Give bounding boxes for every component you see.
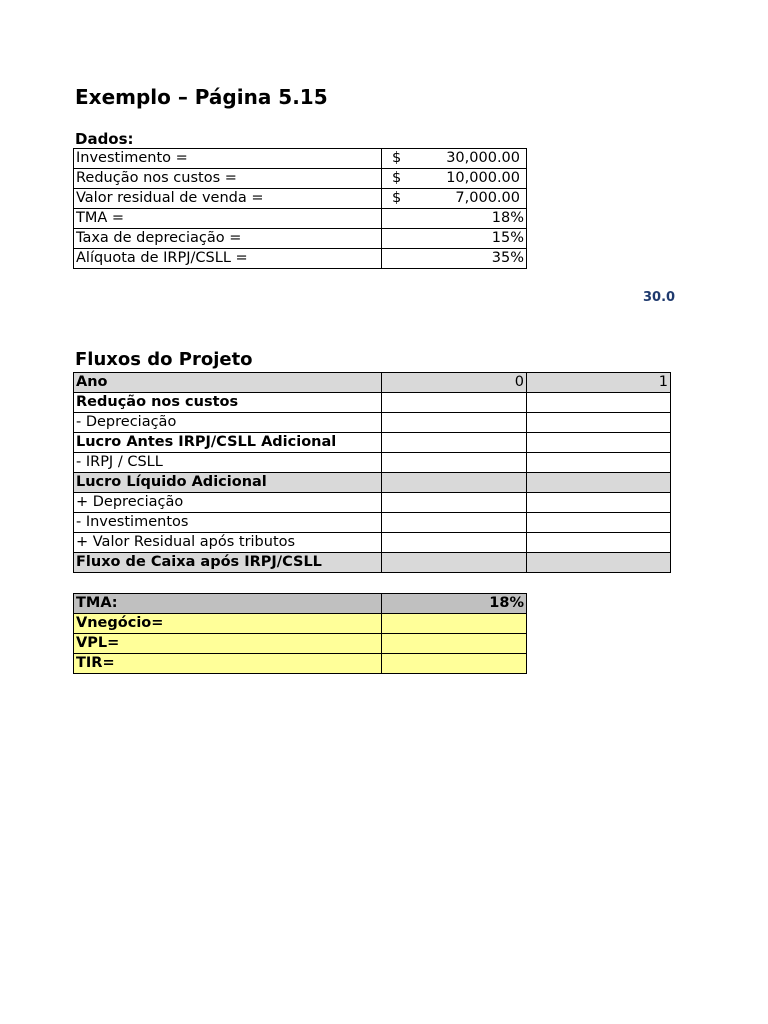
ano-label[interactable]: Ano: [74, 373, 382, 393]
fluxos-row-label[interactable]: - IRPJ / CSLL: [74, 453, 382, 473]
dados-heading: Dados:: [75, 130, 134, 148]
fluxos-table: [73, 372, 671, 573]
fluxos-cell[interactable]: [527, 513, 671, 533]
ano-col-1[interactable]: 1: [527, 373, 671, 393]
page-title: Exemplo – Página 5.15: [75, 85, 328, 109]
dados-row: [74, 169, 527, 189]
dados-value[interactable]: 15%: [382, 229, 527, 249]
fluxos-row: [74, 513, 671, 533]
resumo-row: [74, 634, 527, 654]
dados-label[interactable]: TMA =: [74, 209, 382, 229]
fluxos-row-label[interactable]: Lucro Antes IRPJ/CSLL Adicional: [74, 433, 382, 453]
resumo-row: [74, 614, 527, 634]
fluxos-cell[interactable]: [527, 553, 671, 573]
resumo-table: [73, 593, 527, 674]
tma-value[interactable]: 18%: [382, 594, 527, 614]
dados-label[interactable]: Alíquota de IRPJ/CSLL =: [74, 249, 382, 269]
dados-label[interactable]: Investimento =: [74, 149, 382, 169]
dados-row: [74, 229, 527, 249]
fluxos-header-row: [74, 373, 671, 393]
dados-label[interactable]: Taxa de depreciação =: [74, 229, 382, 249]
fluxos-row: [74, 413, 671, 433]
dados-value: 30,000.00: [446, 150, 520, 166]
resumo-label[interactable]: Vnegócio=: [74, 614, 382, 634]
dados-label[interactable]: Redução nos custos =: [74, 169, 382, 189]
resumo-tma-row: [74, 594, 527, 614]
dados-row: [74, 209, 527, 229]
dados-value: 10,000.00: [446, 170, 520, 186]
fluxos-row-label[interactable]: + Depreciação: [74, 493, 382, 513]
tma-label[interactable]: TMA:: [74, 594, 382, 614]
fluxos-cell[interactable]: [527, 453, 671, 473]
dados-table: [73, 148, 527, 269]
fluxos-row: [74, 493, 671, 513]
ano-col-0[interactable]: 0: [382, 373, 527, 393]
dados-value[interactable]: 18%: [382, 209, 527, 229]
fluxos-cell[interactable]: [382, 553, 527, 573]
fluxos-cell[interactable]: [382, 453, 527, 473]
fluxos-cell[interactable]: [382, 433, 527, 453]
fluxos-cell[interactable]: [382, 393, 527, 413]
dados-value: 7,000.00: [455, 190, 520, 206]
resumo-cell[interactable]: [382, 614, 527, 634]
fluxos-row: [74, 553, 671, 573]
currency-symbol: $: [392, 150, 402, 166]
fluxos-row: [74, 393, 671, 413]
fluxos-cell[interactable]: [527, 413, 671, 433]
fluxos-cell[interactable]: [382, 413, 527, 433]
fluxos-cell[interactable]: [527, 433, 671, 453]
resumo-cell[interactable]: [382, 634, 527, 654]
fluxos-row: [74, 453, 671, 473]
dados-value[interactable]: 35%: [382, 249, 527, 269]
fluxos-row: [74, 433, 671, 453]
fluxos-row-label[interactable]: - Depreciação: [74, 413, 382, 433]
resumo-row: [74, 654, 527, 674]
dados-value-cell[interactable]: [382, 189, 527, 209]
dados-label[interactable]: Valor residual de venda =: [74, 189, 382, 209]
fluxos-cell[interactable]: [382, 473, 527, 493]
currency-symbol: $: [392, 170, 402, 186]
fluxos-row-label[interactable]: Redução nos custos: [74, 393, 382, 413]
fluxos-cell[interactable]: [382, 533, 527, 553]
truncated-value: 30.0: [643, 290, 676, 305]
dados-row: [74, 189, 527, 209]
fluxos-row-label[interactable]: Fluxo de Caixa após IRPJ/CSLL: [74, 553, 382, 573]
fluxos-cell[interactable]: [527, 473, 671, 493]
fluxos-row: [74, 533, 671, 553]
fluxos-row: [74, 473, 671, 493]
fluxos-cell[interactable]: [527, 533, 671, 553]
fluxos-cell[interactable]: [527, 493, 671, 513]
currency-symbol: $: [392, 190, 402, 206]
resumo-label[interactable]: TIR=: [74, 654, 382, 674]
fluxos-cell[interactable]: [382, 513, 527, 533]
resumo-cell[interactable]: [382, 654, 527, 674]
fluxos-row-label[interactable]: + Valor Residual após tributos: [74, 533, 382, 553]
resumo-label[interactable]: VPL=: [74, 634, 382, 654]
fluxos-row-label[interactable]: - Investimentos: [74, 513, 382, 533]
fluxos-heading: Fluxos do Projeto: [75, 349, 253, 370]
dados-row: [74, 249, 527, 269]
dados-row: [74, 149, 527, 169]
fluxos-cell[interactable]: [382, 493, 527, 513]
dados-value-cell[interactable]: [382, 149, 527, 169]
fluxos-cell[interactable]: [527, 393, 671, 413]
fluxos-row-label[interactable]: Lucro Líquido Adicional: [74, 473, 382, 493]
dados-value-cell[interactable]: [382, 169, 527, 189]
